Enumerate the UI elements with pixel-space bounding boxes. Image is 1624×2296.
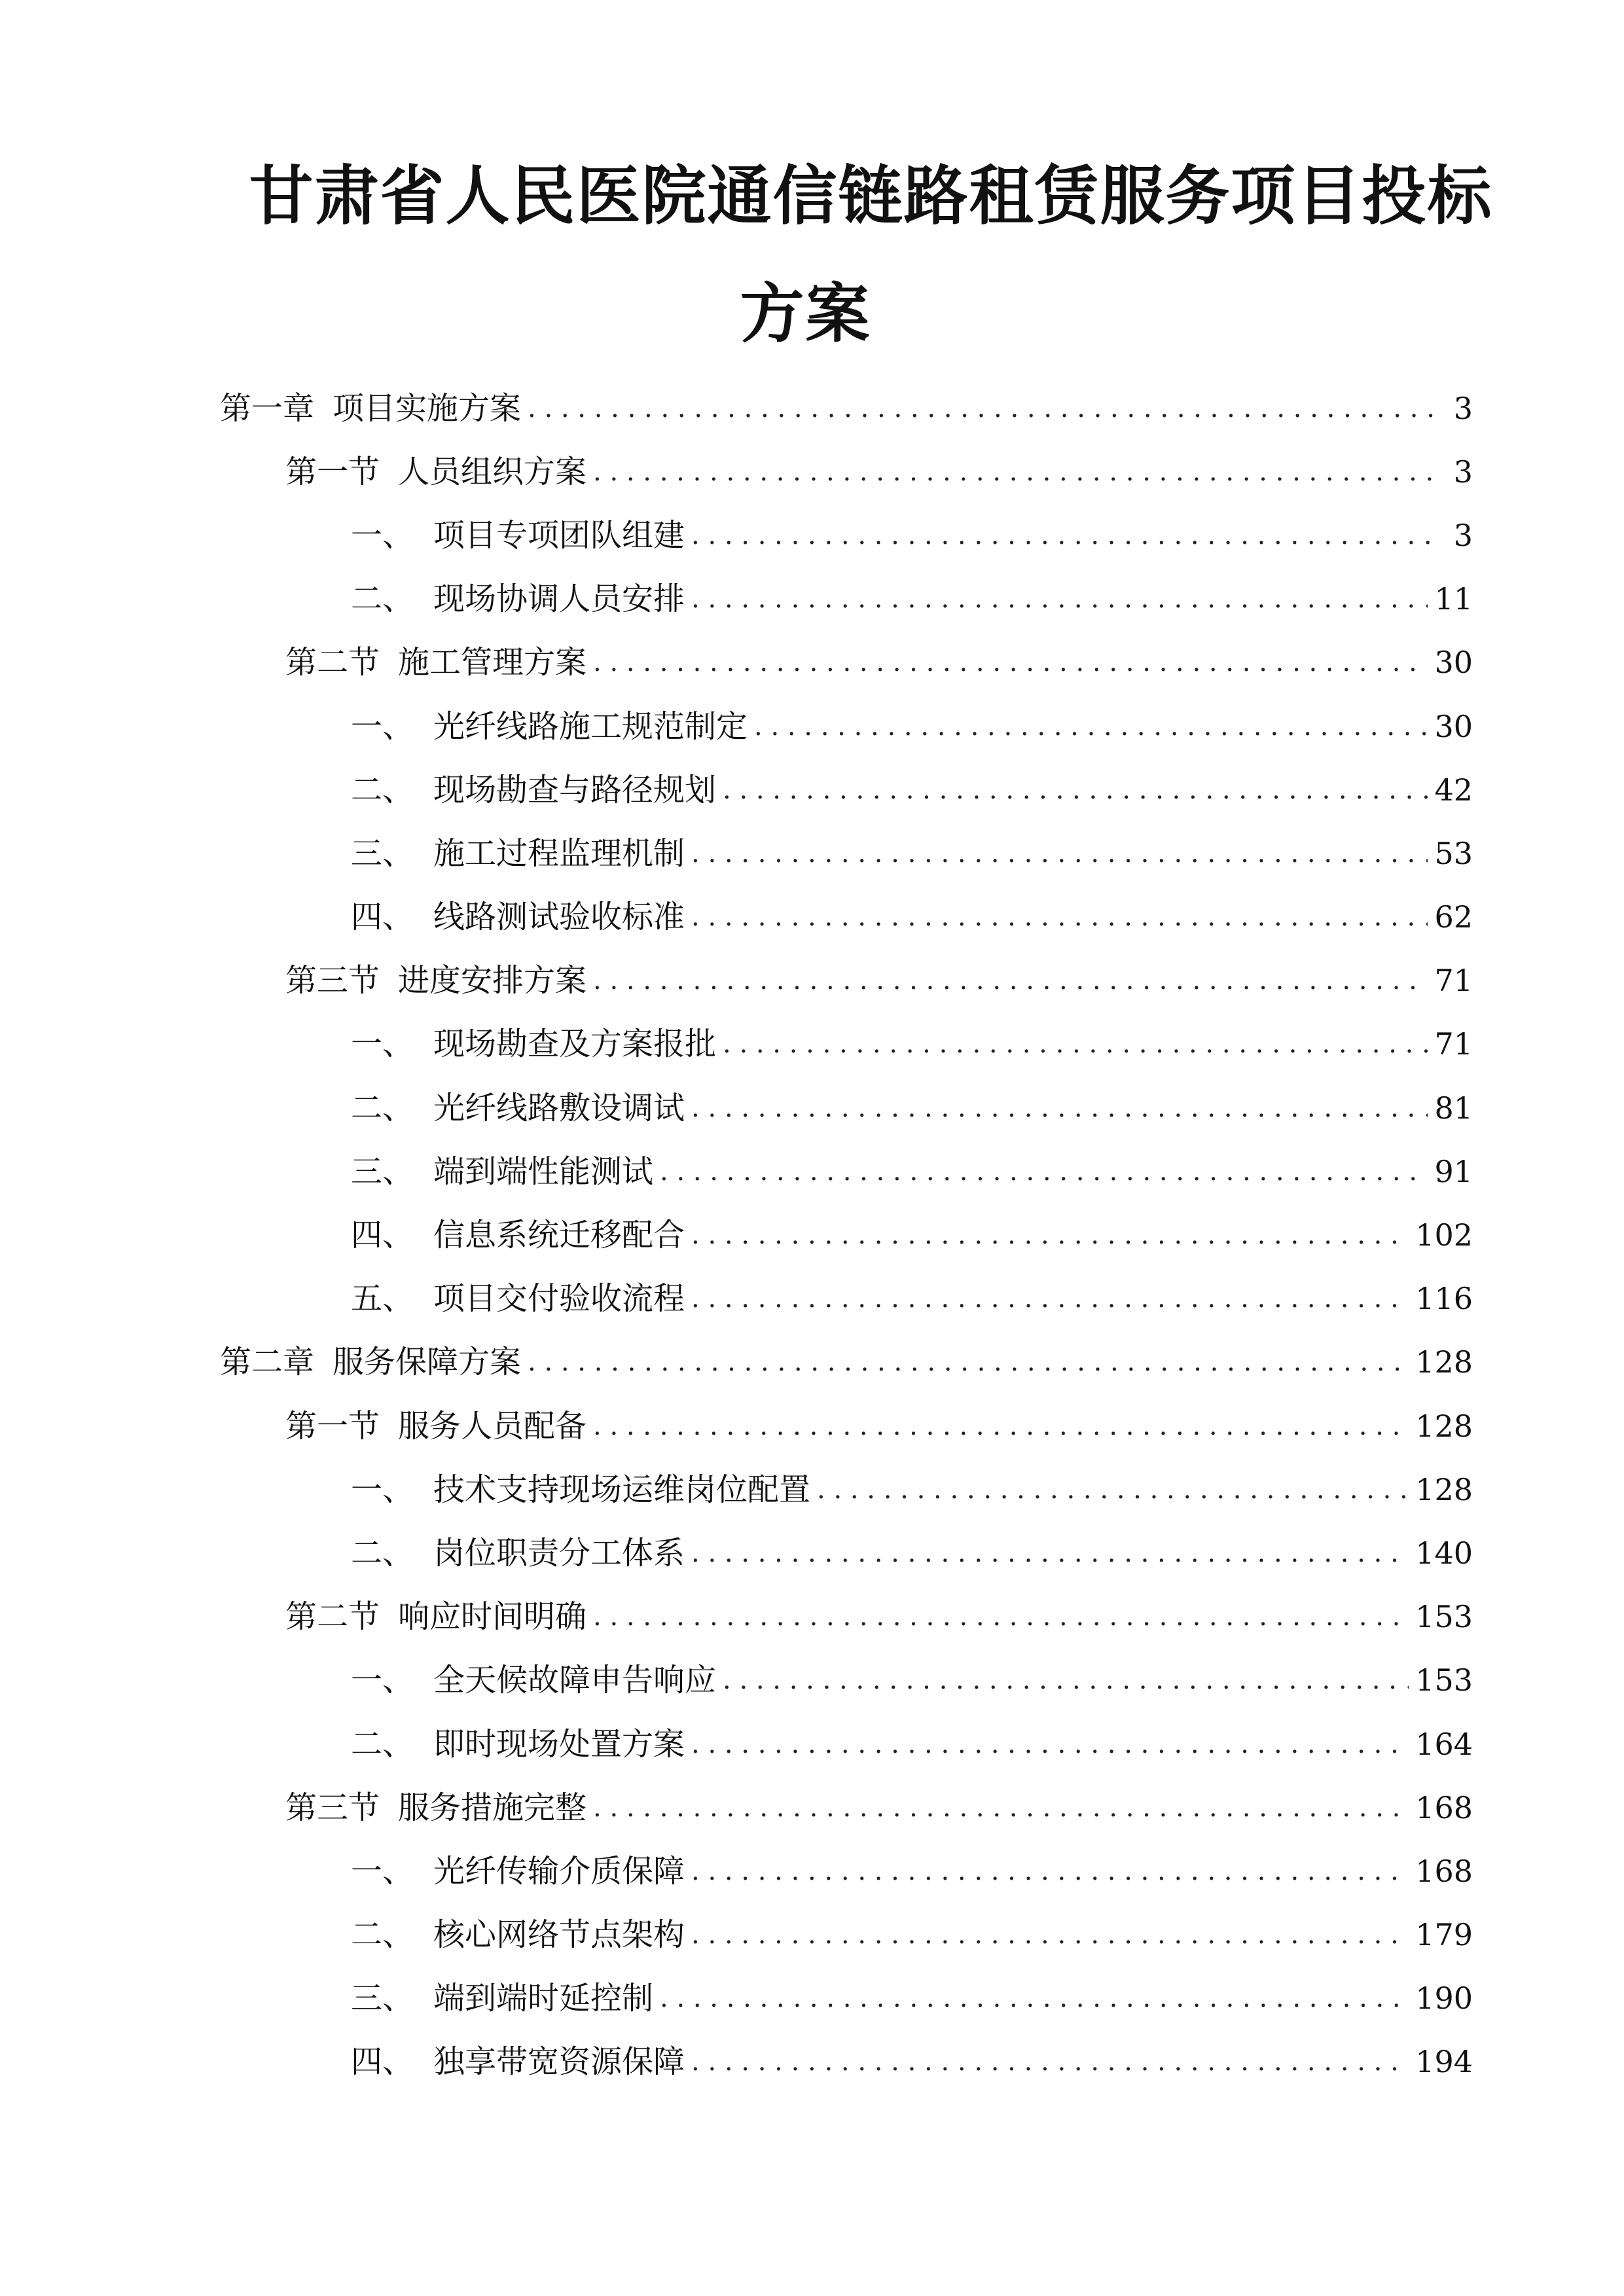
toc-entry[interactable] <box>0 886 1624 949</box>
toc-entry-number: 二、 <box>351 1089 414 1126</box>
toc-dot-leader <box>660 1152 1428 1191</box>
toc-entry-text <box>351 1088 687 1128</box>
toc-page-number: 91 <box>1434 1153 1473 1189</box>
toc-entry-text <box>351 1725 687 1764</box>
toc-entry[interactable] <box>0 631 1624 694</box>
toc-entry-label: 端到端时延控制 <box>433 1980 654 2017</box>
toc-entry-number: 第二节 <box>285 1598 380 1636</box>
toc-entry-number: 一、 <box>351 1662 414 1699</box>
toc-page-number: 3 <box>1453 454 1473 490</box>
toc-dot-leader <box>593 1597 1409 1636</box>
toc-entry-number: 一、 <box>351 1471 414 1508</box>
toc-entry-text <box>351 1215 687 1255</box>
toc-entry-text <box>351 1279 687 1318</box>
toc-entry-label: 人员组织方案 <box>398 453 587 490</box>
toc-page-number: 3 <box>1453 390 1473 426</box>
toc-entry[interactable] <box>0 1839 1624 1903</box>
toc-page-number: 190 <box>1415 1981 1473 2017</box>
toc-dot-leader <box>817 1470 1409 1509</box>
toc-page-number: 153 <box>1415 1599 1473 1635</box>
toc-dot-leader <box>691 516 1440 555</box>
toc-dot-leader <box>723 1024 1428 1064</box>
toc-entry-label: 项目专项团队组建 <box>433 516 685 554</box>
toc-entry-number: 四、 <box>351 1217 414 1254</box>
toc-entry[interactable] <box>0 2030 1624 2094</box>
toc-dot-leader <box>593 1788 1409 1827</box>
toc-dot-leader <box>528 1342 1409 1382</box>
toc-entry-text <box>285 1788 589 1827</box>
toc-entry-text <box>351 1852 687 1891</box>
toc-entry-number: 二、 <box>351 1725 414 1763</box>
toc-page-number: 116 <box>1415 1281 1473 1317</box>
toc-entry-label: 光纤线路敷设调试 <box>433 1089 685 1126</box>
toc-dot-leader <box>754 707 1428 746</box>
toc-entry-number: 一、 <box>351 1852 414 1890</box>
toc-dot-leader <box>660 1979 1409 2018</box>
toc-entry-label: 光纤线路施工规范制定 <box>433 708 748 745</box>
toc-entry-number: 第二章 <box>220 1344 315 1381</box>
toc-entry-number: 一、 <box>351 1026 414 1063</box>
toc-page-number: 179 <box>1415 1917 1473 1953</box>
toc-entry-number: 四、 <box>351 899 414 936</box>
toc-entry-number: 五、 <box>351 1280 414 1318</box>
toc-entry[interactable] <box>0 1076 1624 1139</box>
toc-entry-label: 即时现场处置方案 <box>433 1725 685 1763</box>
toc-page-number: 53 <box>1434 835 1473 871</box>
toc-entry-text <box>220 389 524 428</box>
toc-dot-leader <box>691 1215 1409 1255</box>
toc-entry-label: 岗位职责分工体系 <box>433 1534 685 1571</box>
toc-dot-leader <box>723 770 1428 810</box>
toc-entry[interactable] <box>0 758 1624 821</box>
toc-entry[interactable] <box>0 503 1624 567</box>
toc-entry-text <box>220 1342 524 1382</box>
toc-entry-number: 一、 <box>351 708 414 745</box>
toc-entry[interactable] <box>0 1521 1624 1585</box>
toc-page-number: 11 <box>1434 581 1473 617</box>
toc-entry-number: 第一节 <box>285 1407 380 1444</box>
toc-dot-leader <box>528 389 1440 428</box>
toc-dot-leader <box>691 1534 1409 1573</box>
toc-page-number: 71 <box>1434 963 1473 999</box>
toc-entry-label: 施工管理方案 <box>398 644 587 681</box>
toc-entry-text <box>285 961 589 1000</box>
toc-page-number: 30 <box>1434 645 1473 681</box>
toc-dot-leader <box>723 1660 1409 1700</box>
toc-dot-leader <box>593 452 1440 492</box>
toc-entry-label: 端到端性能测试 <box>433 1153 654 1190</box>
toc-page-number: 128 <box>1415 1408 1473 1444</box>
toc-dot-leader <box>691 1088 1428 1128</box>
toc-entry-label: 技术支持现场运维岗位配置 <box>433 1471 811 1508</box>
toc-entry[interactable] <box>0 1394 1624 1458</box>
toc-dot-leader <box>691 1915 1409 1954</box>
toc-entry-label: 信息系统迁移配合 <box>433 1217 685 1254</box>
toc-entry-text <box>351 1660 719 1700</box>
toc-entry-text <box>351 1152 656 1191</box>
toc-entry-text <box>351 1915 687 1954</box>
toc-entry-label: 服务保障方案 <box>333 1344 522 1381</box>
toc-page-number: 153 <box>1415 1662 1473 1698</box>
toc-dot-leader <box>691 2042 1409 2081</box>
toc-entry-text <box>285 452 589 492</box>
toc-entry[interactable] <box>0 1585 1624 1649</box>
toc-page-number: 168 <box>1415 1789 1473 1825</box>
toc-entry-label: 光纤传输介质保障 <box>433 1852 685 1890</box>
toc-entry-text <box>351 770 719 810</box>
toc-entry-number: 第二节 <box>285 644 380 681</box>
toc-entry-label: 核心网络节点架构 <box>433 1916 685 1954</box>
toc-dot-leader <box>593 961 1428 1000</box>
toc-entry[interactable] <box>0 694 1624 758</box>
toc-page-number: 164 <box>1415 1726 1473 1762</box>
toc-page-number: 168 <box>1415 1853 1473 1889</box>
toc-entry-text <box>351 1470 813 1509</box>
toc-page-number: 81 <box>1434 1090 1473 1126</box>
toc-entry-text <box>285 1407 589 1446</box>
toc-entry-text <box>351 707 750 746</box>
toc-entry-label: 现场勘查与路径规划 <box>433 771 717 808</box>
toc-page-number: 128 <box>1415 1344 1473 1380</box>
toc-dot-leader <box>691 897 1428 937</box>
toc-entry-label: 服务措施完整 <box>398 1789 587 1826</box>
toc-entry-text <box>351 1534 687 1573</box>
toc-entry-number: 二、 <box>351 1534 414 1571</box>
toc-entry-number: 第一章 <box>220 389 315 427</box>
toc-dot-leader <box>593 1407 1409 1446</box>
toc-dot-leader <box>691 1279 1409 1318</box>
toc-entry-text <box>351 834 687 873</box>
toc-entry-text <box>285 1597 589 1636</box>
toc-entry-number: 三、 <box>351 1980 414 2017</box>
toc-page-number: 194 <box>1415 2044 1473 2080</box>
toc-entry-label: 全天候故障申告响应 <box>433 1662 717 1699</box>
toc-entry[interactable] <box>0 440 1624 503</box>
toc-dot-leader <box>691 579 1428 619</box>
toc-entry[interactable] <box>0 1903 1624 1967</box>
toc-page-number: 102 <box>1415 1217 1473 1253</box>
toc-entry-label: 进度安排方案 <box>398 962 587 999</box>
toc-entry-number: 二、 <box>351 771 414 808</box>
toc-entry-label: 服务人员配备 <box>398 1407 587 1444</box>
toc-entry-number: 一、 <box>351 516 414 554</box>
toc-entry-text <box>285 643 589 682</box>
toc-page-number: 128 <box>1415 1471 1473 1507</box>
toc-entry[interactable] <box>0 1712 1624 1776</box>
toc-entry[interactable] <box>0 821 1624 885</box>
table-of-contents <box>0 376 1624 2094</box>
toc-entry-number: 四、 <box>351 2043 414 2081</box>
toc-entry[interactable] <box>0 1267 1624 1331</box>
toc-dot-leader <box>593 643 1428 682</box>
toc-entry-text <box>351 897 687 937</box>
toc-entry-label: 独享带宽资源保障 <box>433 2043 685 2081</box>
document-title-line-2: 方案 <box>740 276 871 351</box>
toc-entry-number: 二、 <box>351 1916 414 1954</box>
toc-entry-number: 第一节 <box>285 453 380 490</box>
toc-entry[interactable] <box>0 1776 1624 1839</box>
toc-entry-text <box>351 516 687 555</box>
toc-entry-label: 现场勘查及方案报批 <box>433 1026 717 1063</box>
toc-entry-number: 三、 <box>351 834 414 872</box>
toc-dot-leader <box>691 1725 1409 1764</box>
toc-entry[interactable] <box>0 1203 1624 1266</box>
toc-entry[interactable] <box>0 567 1624 631</box>
toc-entry-number: 第三节 <box>285 962 380 999</box>
toc-entry-label: 现场协调人员安排 <box>433 581 685 618</box>
toc-entry[interactable] <box>0 376 1624 440</box>
toc-page-number: 140 <box>1415 1535 1473 1571</box>
toc-page-number: 71 <box>1434 1026 1473 1062</box>
toc-dot-leader <box>691 834 1428 873</box>
toc-entry-label: 线路测试验收标准 <box>433 899 685 936</box>
toc-entry[interactable] <box>0 1139 1624 1203</box>
toc-entry-number: 第三节 <box>285 1789 380 1826</box>
toc-entry-text <box>351 579 687 619</box>
toc-entry[interactable] <box>0 1967 1624 2030</box>
toc-entry-label: 响应时间明确 <box>398 1598 587 1636</box>
toc-entry-text <box>351 2042 687 2081</box>
toc-page-number: 3 <box>1453 517 1473 553</box>
toc-entry-label: 项目交付验收流程 <box>433 1280 685 1318</box>
toc-entry[interactable] <box>0 1649 1624 1712</box>
toc-entry-label: 项目实施方案 <box>333 389 522 427</box>
toc-entry[interactable] <box>0 1458 1624 1521</box>
toc-entry[interactable] <box>0 949 1624 1013</box>
toc-entry-text <box>351 1024 719 1064</box>
toc-entry[interactable] <box>0 1331 1624 1394</box>
toc-entry-label: 施工过程监理机制 <box>433 834 685 872</box>
toc-dot-leader <box>691 1852 1409 1891</box>
toc-entry-text <box>351 1979 656 2018</box>
toc-page-number: 62 <box>1434 899 1473 935</box>
toc-entry-number: 三、 <box>351 1153 414 1190</box>
toc-page-number: 30 <box>1434 708 1473 744</box>
document-title-line-1: 甘肃省人民医院通信链路租赁服务项目投标 <box>249 158 1493 234</box>
toc-page-number: 42 <box>1434 772 1473 808</box>
toc-entry-number: 二、 <box>351 581 414 618</box>
toc-entry[interactable] <box>0 1013 1624 1076</box>
